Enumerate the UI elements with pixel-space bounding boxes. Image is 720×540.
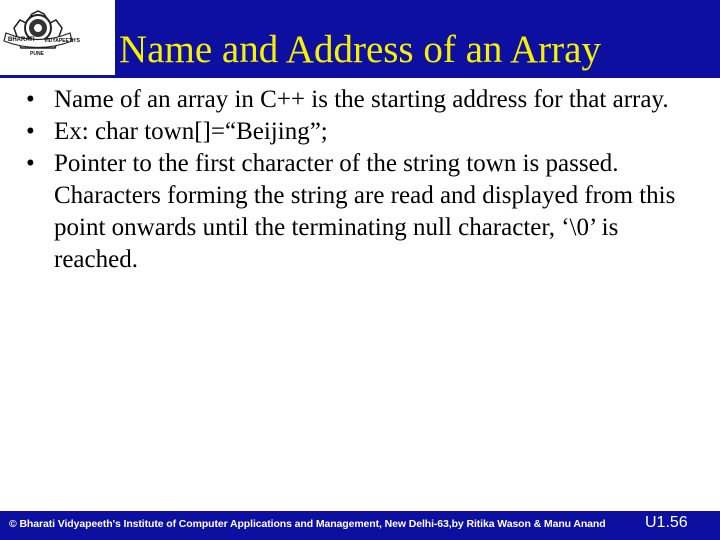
- bullet-marker: •: [26, 86, 35, 113]
- slide-content: [22, 84, 702, 276]
- bullet-item: [22, 148, 702, 276]
- bullet-marker: •: [26, 150, 35, 177]
- bullet-text: Name of an array in C++ is the starting address for that array.: [54, 86, 669, 113]
- logo-text-left: BHARATI: [8, 37, 35, 43]
- bullet-marker: •: [26, 118, 35, 145]
- bullet-text: Pointer to the first character of the string town is passed. Characters forming the string are read and displayed from this point onwards until the terminating null character, ‘\0’ is reached.: [54, 150, 676, 273]
- bullet-item: [22, 116, 702, 148]
- bullet-item: [22, 84, 702, 116]
- page-number: U1.56: [645, 514, 688, 531]
- logo-text-bottom: PUNE: [30, 51, 44, 57]
- footer-copyright: © Bharati Vidyapeeth's Institute of Computer Applications and Management, New Delhi-63,by Ritika Wason & Manu Anand: [9, 518, 606, 530]
- slide-title: Name and Address of an Array: [119, 28, 601, 71]
- bullet-text: Ex: char town[]=“Beijing”;: [54, 118, 328, 145]
- logo-text-right: VIDYAPEETH'S: [44, 38, 81, 44]
- footer-band: [0, 511, 720, 540]
